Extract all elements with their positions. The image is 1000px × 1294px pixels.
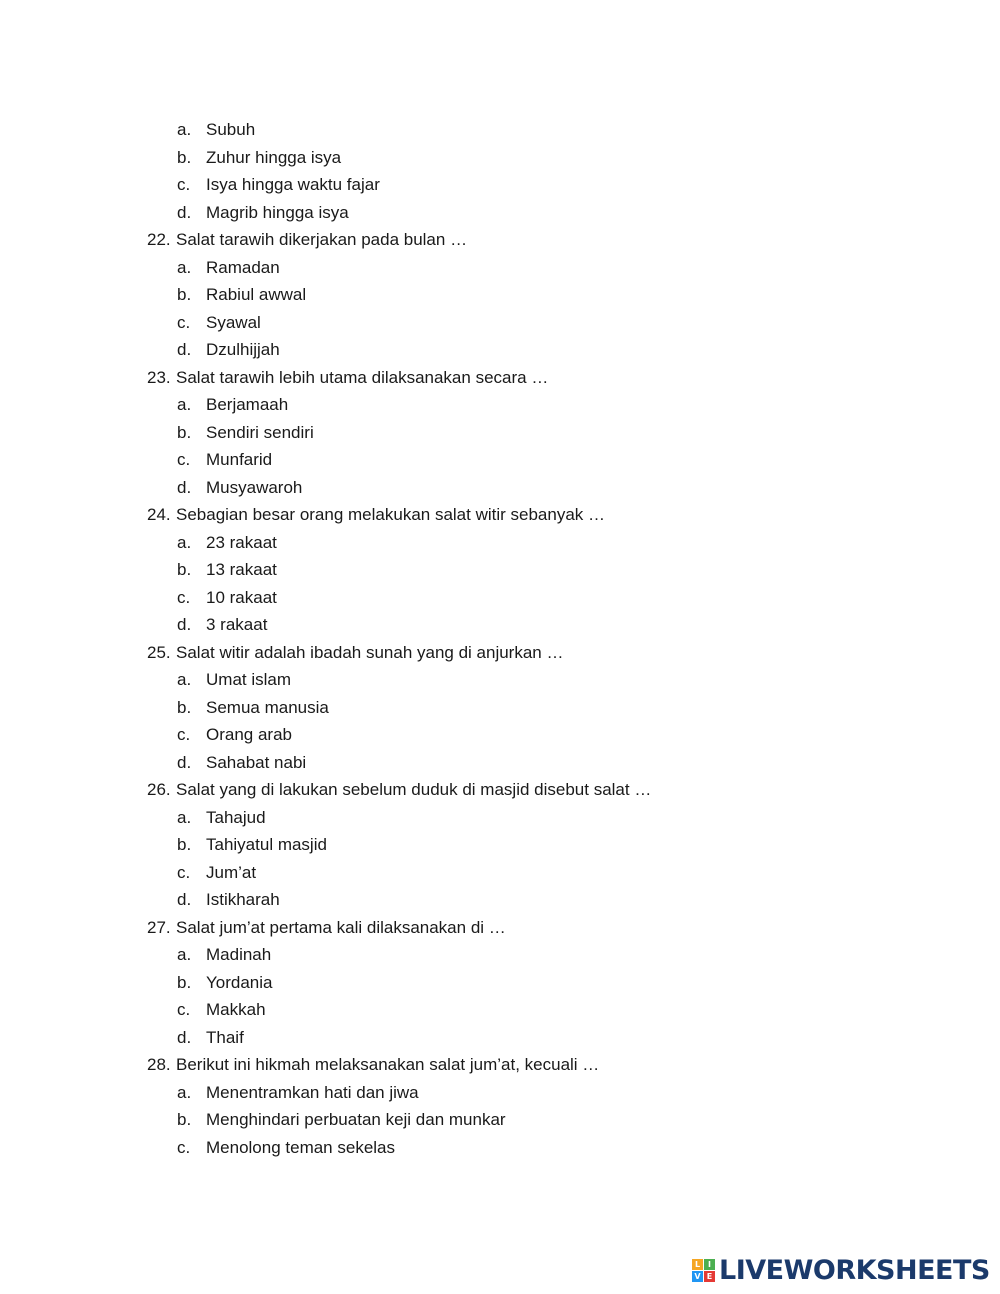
question-number: 22. xyxy=(147,230,171,249)
question-text: Salat jum’at pertama kali dilaksanakan di … xyxy=(176,917,506,937)
answer-option xyxy=(0,336,1000,364)
option-text: Makkah xyxy=(206,1000,266,1019)
option-letter: d. xyxy=(177,890,192,909)
option-letter: c. xyxy=(177,450,191,469)
logo-text: LIVEWORKSHEETS xyxy=(719,1254,990,1286)
answer-option xyxy=(0,804,1000,832)
answer-option xyxy=(0,996,1000,1024)
option-text: Berjamaah xyxy=(206,395,289,414)
question-number: 24. xyxy=(147,505,171,524)
question-text: Salat yang di lakukan sebelum duduk di masjid disebut salat … xyxy=(176,780,652,799)
option-letter: d. xyxy=(177,752,192,772)
answer-option xyxy=(0,859,1000,887)
logo-badge-cell: V xyxy=(692,1271,703,1282)
option-letter: a. xyxy=(177,395,192,414)
option-letter: a. xyxy=(177,670,192,689)
question-text: Sebagian besar orang melakukan salat witir sebanyak … xyxy=(176,505,606,524)
option-letter: c. xyxy=(177,725,191,744)
option-letter: d. xyxy=(177,477,192,497)
liveworksheets-logo xyxy=(692,1254,990,1286)
option-text: Umat islam xyxy=(206,670,292,689)
option-letter: b. xyxy=(177,972,192,992)
option-text: Sahabat nabi xyxy=(206,752,307,772)
question-text: Salat tarawih dikerjakan pada bulan … xyxy=(176,230,468,249)
option-letter: b. xyxy=(177,1110,192,1129)
option-letter: b. xyxy=(177,697,192,717)
option-text: Yordania xyxy=(206,972,273,992)
question-number: 26. xyxy=(147,780,171,799)
option-text: Thaif xyxy=(206,1027,244,1047)
option-text: 23 rakaat xyxy=(206,532,277,552)
answer-option xyxy=(0,556,1000,584)
option-text: Menghindari perbuatan keji dan munkar xyxy=(206,1110,506,1129)
option-letter: c. xyxy=(177,1137,191,1157)
question-number: 28. xyxy=(147,1055,171,1074)
question-text: Salat witir adalah ibadah sunah yang di anjurkan … xyxy=(176,642,564,662)
answer-option xyxy=(0,419,1000,447)
answer-option xyxy=(0,1134,1000,1162)
answer-option xyxy=(0,941,1000,969)
option-letter: a. xyxy=(177,1082,192,1102)
option-letter: a. xyxy=(177,532,192,552)
answer-option xyxy=(0,446,1000,474)
answer-option xyxy=(0,694,1000,722)
option-letter: a. xyxy=(177,945,192,964)
option-text: Menentramkan hati dan jiwa xyxy=(206,1082,419,1102)
option-letter: b. xyxy=(177,560,192,579)
option-text: 13 rakaat xyxy=(206,560,277,579)
question-line xyxy=(0,639,1000,667)
option-letter: d. xyxy=(177,1027,192,1047)
option-text: Tahiyatul masjid xyxy=(206,835,327,854)
option-text: Musyawaroh xyxy=(206,477,303,497)
option-text: Orang arab xyxy=(206,725,292,744)
question-text: Salat tarawih lebih utama dilaksanakan secara … xyxy=(176,367,549,387)
option-letter: d. xyxy=(177,615,192,634)
option-letter: b. xyxy=(177,835,192,854)
option-text: Ramadan xyxy=(206,257,280,277)
answer-option xyxy=(0,969,1000,997)
option-text: Isya hingga waktu fajar xyxy=(206,175,380,194)
option-text: Munfarid xyxy=(206,450,273,469)
option-letter: c. xyxy=(177,175,191,194)
option-letter: a. xyxy=(177,807,192,827)
question-line xyxy=(0,914,1000,942)
option-text: Zuhur hingga isya xyxy=(206,147,342,167)
answer-option xyxy=(0,474,1000,502)
answer-option xyxy=(0,309,1000,337)
question-number: 23. xyxy=(147,367,171,387)
option-letter: c. xyxy=(177,587,191,607)
answer-option xyxy=(0,1106,1000,1134)
answer-option xyxy=(0,281,1000,309)
option-letter: b. xyxy=(177,285,192,304)
question-line xyxy=(0,776,1000,804)
option-letter: b. xyxy=(177,147,192,167)
logo-badge-cell: L xyxy=(692,1259,703,1270)
answer-option xyxy=(0,749,1000,777)
question-number: 25. xyxy=(147,642,171,662)
option-letter: c. xyxy=(177,1000,191,1019)
option-letter: b. xyxy=(177,422,192,442)
answer-option xyxy=(0,391,1000,419)
option-letter: a. xyxy=(177,257,192,277)
answer-option xyxy=(0,199,1000,227)
question-number: 27. xyxy=(147,917,171,937)
answer-option xyxy=(0,886,1000,914)
option-text: Subuh xyxy=(206,120,256,139)
answer-option xyxy=(0,831,1000,859)
question-line xyxy=(0,226,1000,254)
option-text: Tahajud xyxy=(206,807,266,827)
answer-option xyxy=(0,116,1000,144)
logo-badge-cell: I xyxy=(704,1259,715,1270)
option-letter: c. xyxy=(177,312,191,332)
answer-option xyxy=(0,171,1000,199)
option-text: Magrib hingga isya xyxy=(206,202,349,222)
option-letter: d. xyxy=(177,202,192,222)
question-text: Berikut ini hikmah melaksanakan salat jum’at, kecuali … xyxy=(176,1055,600,1074)
option-letter: c. xyxy=(177,862,191,882)
option-text: 10 rakaat xyxy=(206,587,277,607)
option-letter: d. xyxy=(177,340,192,359)
answer-option xyxy=(0,584,1000,612)
option-text: Madinah xyxy=(206,945,272,964)
option-text: Sendiri sendiri xyxy=(206,422,314,442)
option-text: Semua manusia xyxy=(206,697,329,717)
worksheet-document xyxy=(0,116,1000,1161)
option-letter: a. xyxy=(177,120,192,139)
option-text: Rabiul awwal xyxy=(206,285,307,304)
answer-option xyxy=(0,666,1000,694)
question-line xyxy=(0,501,1000,529)
question-line xyxy=(0,1051,1000,1079)
answer-option xyxy=(0,721,1000,749)
answer-option xyxy=(0,1024,1000,1052)
option-text: Jum’at xyxy=(206,862,257,882)
option-text: Istikharah xyxy=(206,890,280,909)
option-text: Menolong teman sekelas xyxy=(206,1137,396,1157)
answer-option xyxy=(0,611,1000,639)
answer-option xyxy=(0,144,1000,172)
option-text: Dzulhijjah xyxy=(206,340,280,359)
logo-badge-cell: E xyxy=(704,1271,715,1282)
question-line xyxy=(0,364,1000,392)
answer-option xyxy=(0,254,1000,282)
logo-badge-icon xyxy=(692,1259,715,1282)
option-text: 3 rakaat xyxy=(206,615,268,634)
answer-option xyxy=(0,1079,1000,1107)
option-text: Syawal xyxy=(206,312,261,332)
answer-option xyxy=(0,529,1000,557)
